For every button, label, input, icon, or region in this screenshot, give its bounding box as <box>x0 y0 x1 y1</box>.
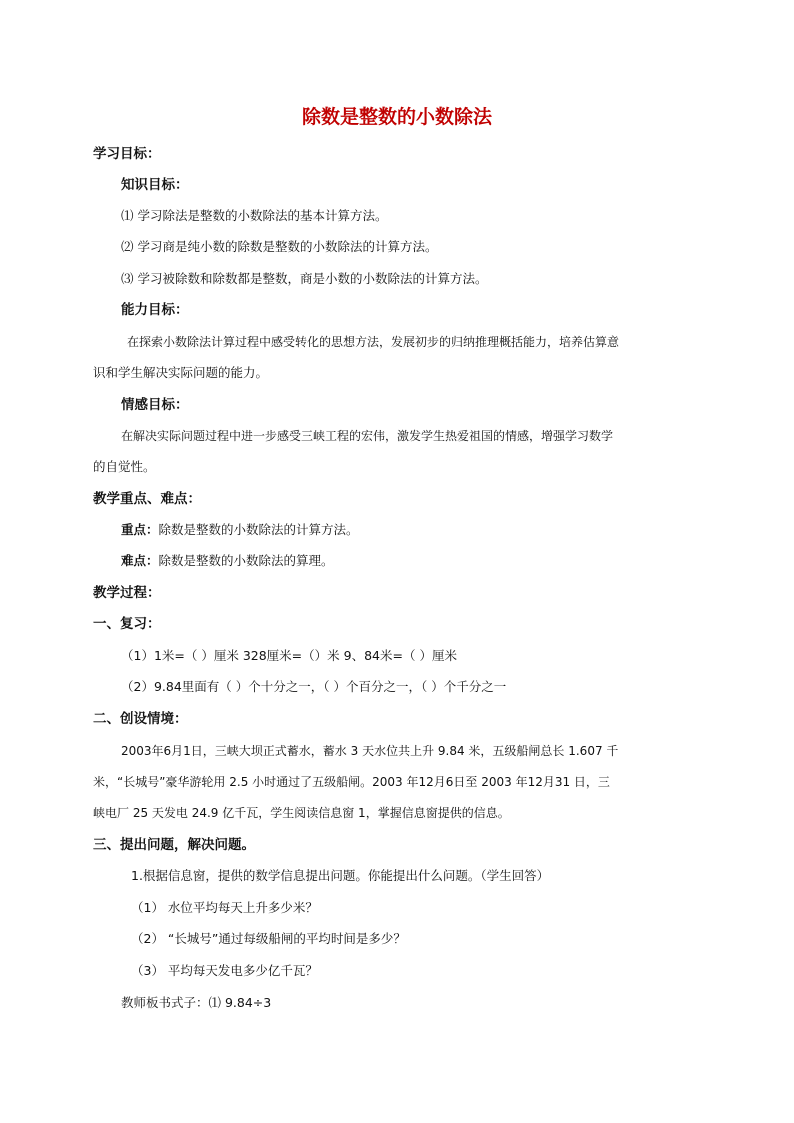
difficulty-label: 难点： <box>121 553 159 568</box>
document-title: 除数是整数的小数除法 <box>301 106 492 128</box>
emotion-objectives-heading: 情感目标： <box>121 397 189 413</box>
difficulty-text: 除数是整数的小数除法的算理。 <box>158 553 334 568</box>
emotion-text-line-2: 的自觉性。 <box>93 459 156 474</box>
problems-heading: 三、提出问题，解决问题。 <box>93 837 255 853</box>
knowledge-item-2: ⑵ 学习商是纯小数的除数是整数的小数除法的计算方法。 <box>121 239 438 254</box>
scenario-line-3: 峡电厂 25 天发电 24.9 亿千瓦，学生阅读信息窗 1，掌握信息窗提供的信息。 <box>93 806 510 820</box>
review-heading: 一、复习： <box>93 616 161 632</box>
knowledge-objectives-heading: 知识目标： <box>121 177 189 193</box>
knowledge-item-3: ⑶ 学习被除数和除数都是整数，商是小数的小数除法的计算方法。 <box>121 271 488 286</box>
problem-question-2: （2） “长城号”通过每级船闸的平均时间是多少？ <box>131 931 406 946</box>
ability-text-line-1: 在探索小数除法计算过程中感受转化的思想方法，发展初步的归纳推理概括能力，培养估算意 <box>127 335 620 349</box>
objectives-heading: 学习目标： <box>93 146 161 162</box>
process-heading: 教学过程： <box>93 585 161 601</box>
difficulty-line <box>121 551 334 571</box>
scenario-line-2: 米，“长城号”豪华游轮用 2.5 小时通过了五级船闸。2003 年12月6日至 2003 年12月31 日，三 <box>93 775 610 789</box>
key-point-text: 除数是整数的小数除法的计算方法。 <box>158 522 359 537</box>
emotion-text-line-1: 在解决实际问题过程中进一步感受三峡工程的宏伟，激发学生热爱祖国的情感，增强学习数学 <box>121 429 614 443</box>
scenario-heading: 二、创设情境： <box>93 711 188 727</box>
scenario-line-1: 2003年6月1日，三峡大坝正式蓄水，蓄水 3 天水位共上升 9.84 米，五级船闸总长 1.607 千 <box>121 744 619 758</box>
ability-objectives-heading: 能力目标： <box>121 302 189 318</box>
review-question-1: （1）1米=（ ）厘米 328厘米=（）米 9、84米=（ ）厘米 <box>121 648 457 663</box>
ability-text-line-2: 识和学生解决实际问题的能力。 <box>93 365 269 380</box>
problems-intro: 1.根据信息窗，提供的数学信息提出问题。你能提出什么问题。（学生回答） <box>131 868 550 883</box>
knowledge-item-1: ⑴ 学习除法是整数的小数除法的基本计算方法。 <box>121 208 388 223</box>
problem-question-3: （3） 平均每天发电多少亿千瓦？ <box>131 963 318 978</box>
key-points-heading: 教学重点、难点： <box>93 491 201 507</box>
teacher-board-note: 教师板书式子：⑴ 9.84÷3 <box>121 995 272 1010</box>
key-point-label: 重点： <box>121 522 159 537</box>
review-question-2: （2）9.84里面有（ ）个十分之一，（ ）个百分之一，（ ）个千分之一 <box>121 679 507 694</box>
key-point-line <box>121 520 359 540</box>
problem-question-1: （1） 水位平均每天上升多少米？ <box>131 900 318 915</box>
